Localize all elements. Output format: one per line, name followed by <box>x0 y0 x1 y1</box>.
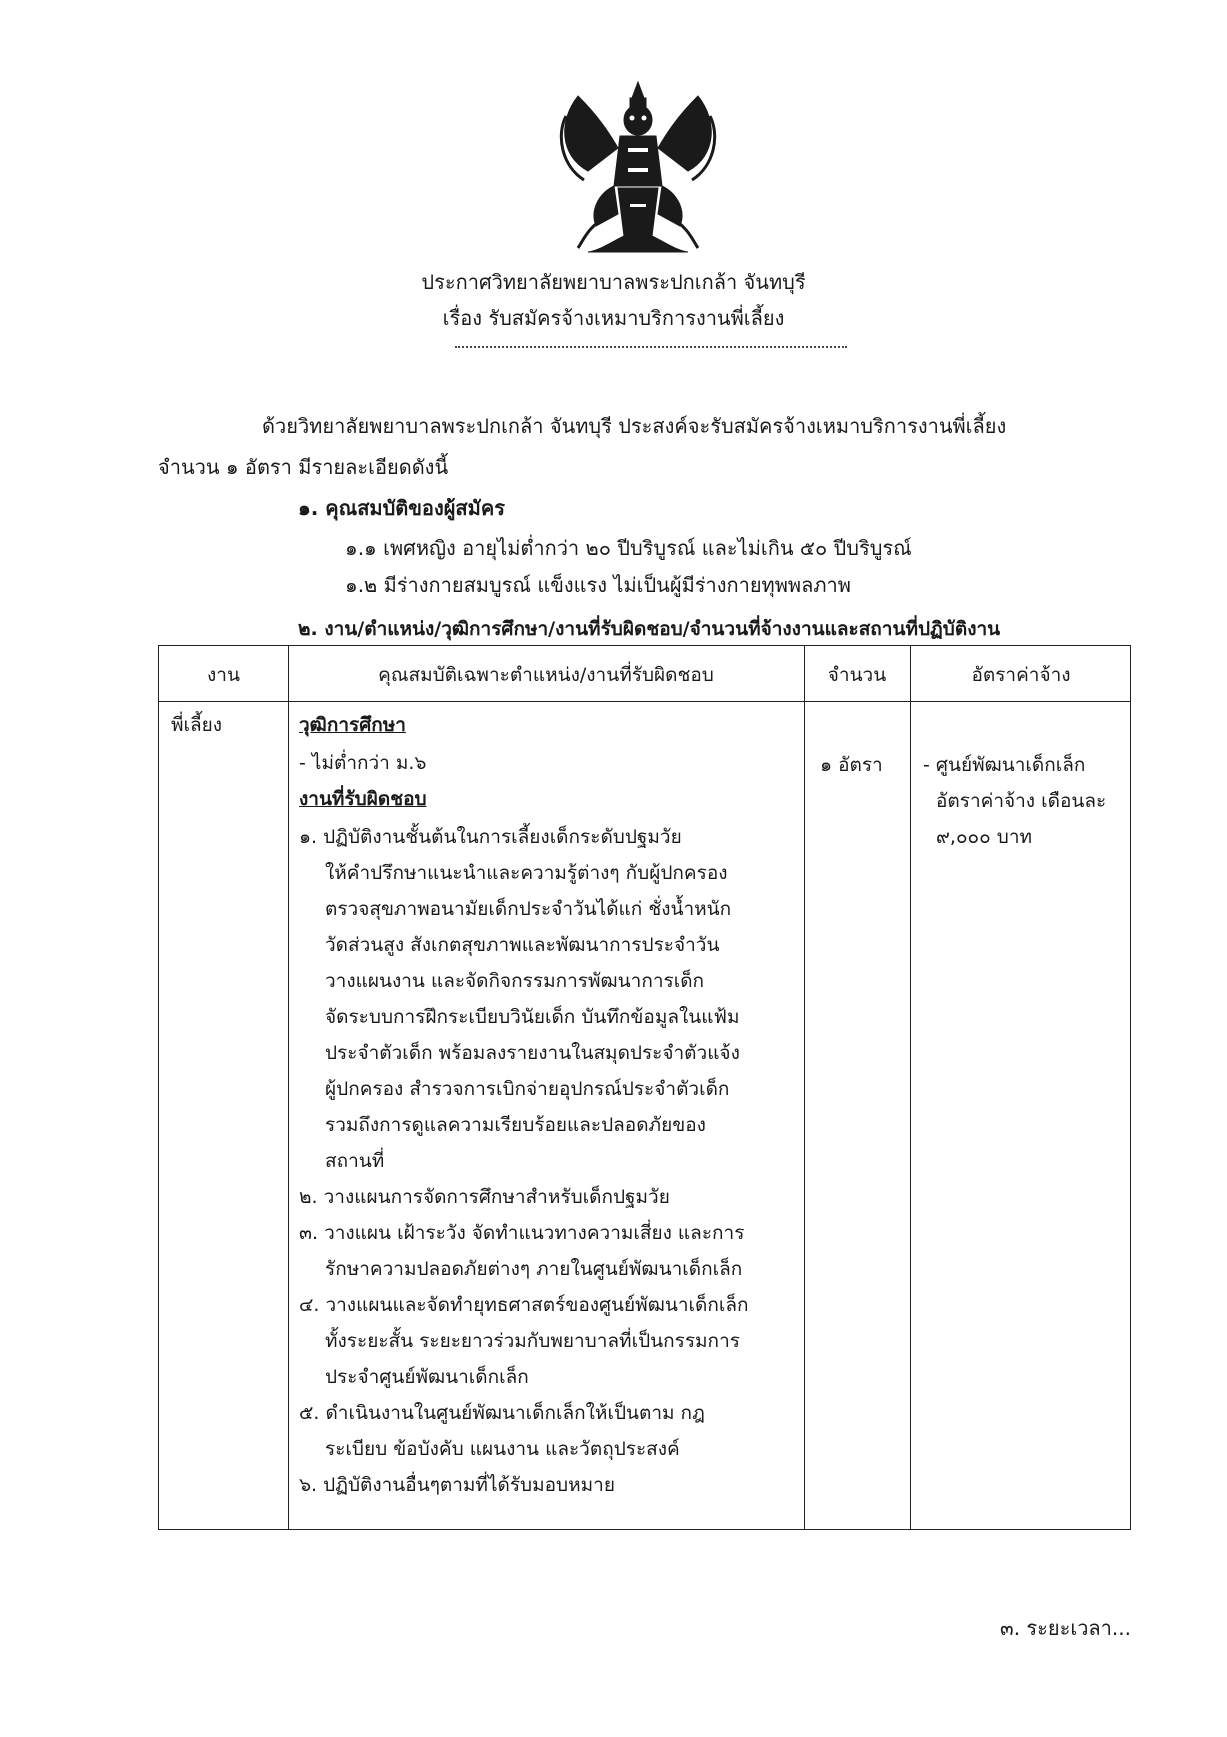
title-divider <box>455 346 847 348</box>
rate-line: อัตราค่าจ้าง เดือนละ <box>936 790 1107 812</box>
duty-line: ประจำตัวเด็ก พร้อมลงรายงานในสมุดประจำตัวแจ้ง <box>325 1042 740 1064</box>
duty-line: ระเบียบ ข้อบังคับ แผนงาน และวัตถุประสงค์ <box>325 1438 680 1460</box>
job-table <box>158 645 1131 1530</box>
duty-line: ผู้ปกครอง สำรวจการเบิกจ่ายอุปกรณ์ประจำตัวเด็ก <box>325 1078 730 1100</box>
education-heading: วุฒิการศึกษา <box>299 714 406 736</box>
duty-line: วัดส่วนสูง สังเกตสุขภาพและพัฒนาการประจำวัน <box>325 934 720 956</box>
duty-line: ๑. ปฏิบัติงานชั้นต้นในการเลี้ยงเด็กระดับปฐมวัย <box>299 826 682 848</box>
rate-line: - ศูนย์พัฒนาเด็กเล็ก <box>923 754 1086 776</box>
duty-line: ๓. วางแผน เฝ้าระวัง จัดทำแนวทางความเสี่ยง และการ <box>299 1222 745 1244</box>
document-subject: เรื่อง รับสมัครจ้างเหมาบริการงานพี่เลี้ยง <box>442 306 785 330</box>
table-column-divider <box>804 646 805 1529</box>
document-title: ประกาศวิทยาลัยพยาบาลพระปกเกล้า จันทบุรี <box>421 270 806 294</box>
table-header-count: จำนวน <box>827 664 887 686</box>
garuda-emblem-icon <box>548 76 728 256</box>
table-column-divider <box>288 646 289 1529</box>
table-header-rate: อัตราค่าจ้าง <box>971 664 1071 686</box>
duty-line: ๖. ปฏิบัติงานอื่นๆตามที่ได้รับมอบหมาย <box>299 1474 615 1496</box>
table-column-divider <box>910 646 911 1529</box>
duty-line: จัดระบบการฝึกระเบียบวินัยเด็ก บันทึกข้อมูลในแฟ้ม <box>325 1006 740 1028</box>
duty-line: ตรวจสุขภาพอนามัยเด็กประจำวันได้แก่ ชั่งน้ำหนัก <box>325 898 732 920</box>
duty-line: รักษาความปลอดภัยต่างๆ ภายในศูนย์พัฒนาเด็กเล็ก <box>325 1258 743 1280</box>
duty-line: รวมถึงการดูแลความเรียบร้อยและปลอดภัยของ <box>325 1114 706 1136</box>
duty-line: สถานที่ <box>325 1150 385 1172</box>
duty-line: ให้คำปรึกษาแนะนำและความรู้ต่างๆ กับผู้ปกครอง <box>325 862 728 884</box>
section1-item: ๑.๑ เพศหญิง อายุไม่ต่ำกว่า ๒๐ ปีบริบูรณ์ และไม่เกิน ๕๐ ปีบริบูรณ์ <box>345 536 912 560</box>
rate-line: ๙,๐๐๐ บาท <box>936 826 1033 848</box>
table-header-job: งาน <box>207 664 240 686</box>
duty-line: ทั้งระยะสั้น ระยะยาวร่วมกับพยาบาลที่เป็นกรรมการ <box>325 1330 740 1352</box>
section2-heading: ๒. งาน/ตำแหน่ง/วุฒิการศึกษา/งานที่รับผิดชอบ/จำนวนที่จ้างงานและสถานที่ปฏิบัติงาน <box>298 618 1001 640</box>
duty-line: ประจำศูนย์พัฒนาเด็กเล็ก <box>325 1366 529 1388</box>
duty-line: วางแผนงาน และจัดกิจกรรมการพัฒนาการเด็ก <box>325 970 705 992</box>
section1-item: ๑.๒ มีร่างกายสมบูรณ์ แข็งแรง ไม่เป็นผู้มีร่างกายทุพพลภาพ <box>345 573 851 597</box>
continuation-note: ๓. ระยะเวลา... <box>1000 1616 1131 1640</box>
table-header-divider <box>159 701 1130 702</box>
intro-line-2: จำนวน ๑ อัตรา มีรายละเอียดดังนี้ <box>158 455 449 479</box>
position-count: ๑ อัตรา <box>820 754 883 776</box>
education-value: - ไม่ต่ำกว่า ม.๖ <box>299 752 427 774</box>
duty-line: ๔. วางแผนและจัดทำยุทธศาสตร์ของศูนย์พัฒนาเด็กเล็ก <box>299 1294 749 1316</box>
intro-line-1: ด้วยวิทยาลัยพยาบาลพระปกเกล้า จันทบุรี ประสงค์จะรับสมัครจ้างเหมาบริการงานพี่เลี้ยง <box>262 414 1007 438</box>
section1-heading: ๑. คุณสมบัติของผู้สมัคร <box>298 496 505 520</box>
job-title: พี่เลี้ยง <box>171 714 223 736</box>
duty-line: ๕. ดำเนินงานในศูนย์พัฒนาเด็กเล็กให้เป็นตาม กฎ <box>299 1402 705 1424</box>
duty-line: ๒. วางแผนการจัดการศึกษาสำหรับเด็กปฐมวัย <box>299 1186 670 1208</box>
duties-heading: งานที่รับผิดชอบ <box>299 788 427 810</box>
table-header-qualification: คุณสมบัติเฉพาะตำแหน่ง/งานที่รับผิดชอบ <box>378 664 714 686</box>
